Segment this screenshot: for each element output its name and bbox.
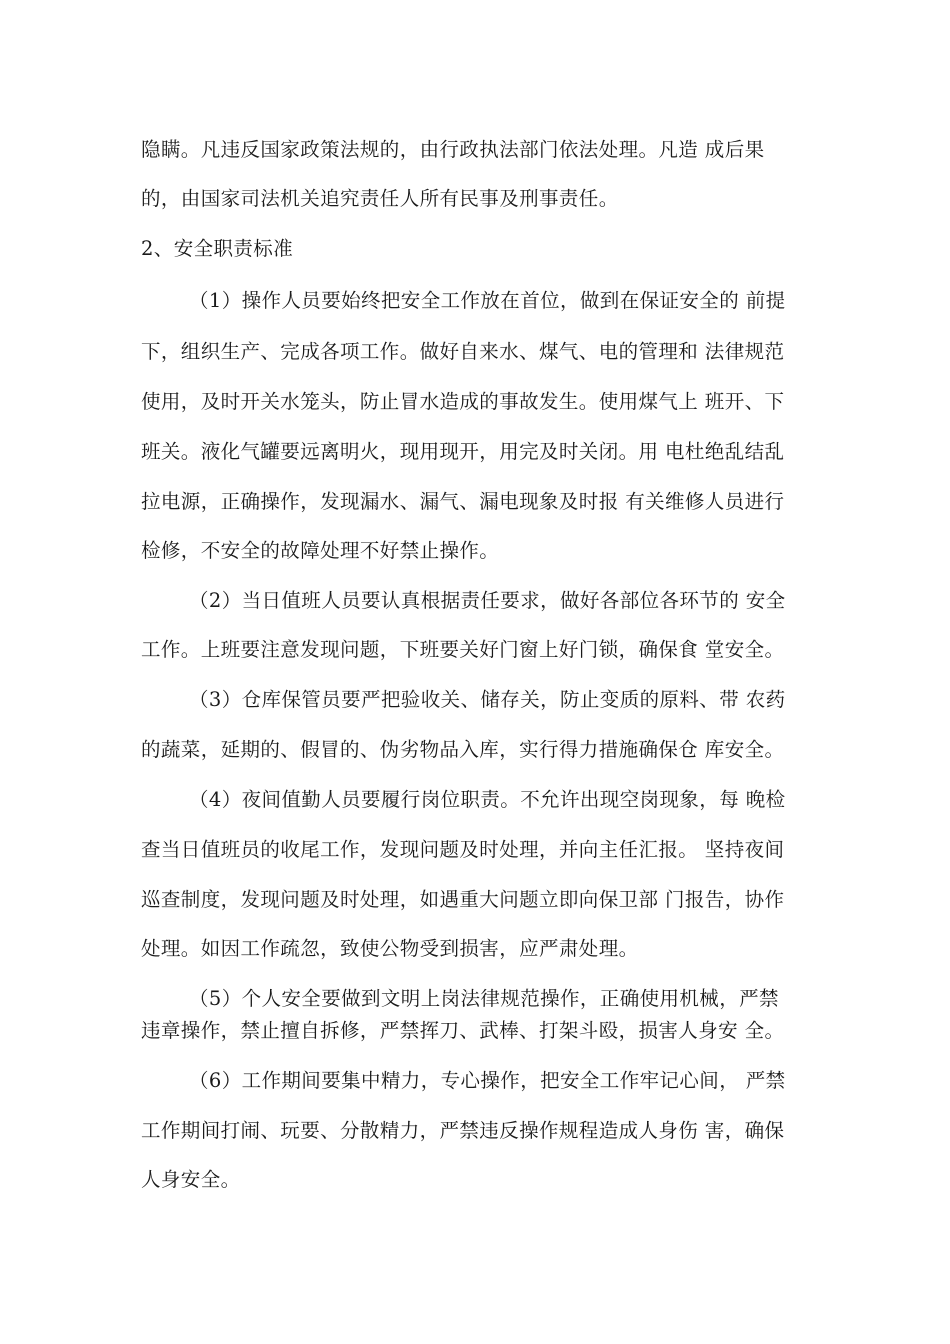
text-line: 使用，及时开关水笼头，防止冒水造成的事故发生。使用煤气上 班开、下 <box>141 390 785 413</box>
text-line: 班关。液化气罐要远离明火，现用现开，用完及时关闭。用 电杜绝乱结乱 <box>141 440 785 463</box>
text-line: 人身安全。 <box>141 1168 241 1191</box>
text-line: 处理。如因工作疏忽，致使公物受到损害，应严肃处理。 <box>141 937 639 960</box>
text-line: 隐瞒。凡违反国家政策法规的，由行政执法部门依法处理。凡造 成后果 <box>141 138 765 161</box>
text-line: （1）操作人员要始终把安全工作放在首位，做到在保证安全的 前提 <box>189 289 786 312</box>
text-line: 违章操作，禁止擅自拆修，严禁挥刀、武棒、打架斗殴，损害人身安 全。 <box>141 1019 785 1042</box>
text-line: （6）工作期间要集中精力，专心操作，把安全工作牢记心间， 严禁 <box>189 1069 786 1092</box>
text-line: 工作。上班要注意发现问题，下班要关好门窗上好门锁，确保食 堂安全。 <box>141 638 785 661</box>
text-line: 巡查制度，发现问题及时处理，如遇重大问题立即向保卫部 门报告，协作 <box>141 888 785 911</box>
text-line: 下，组织生产、完成各项工作。做好自来水、煤气、电的管理和 法律规范 <box>141 340 785 363</box>
text-line: 检修，不安全的故障处理不好禁止操作。 <box>141 539 500 562</box>
text-line: （3）仓库保管员要严把验收关、储存关，防止变质的原料、带 农药 <box>189 688 786 711</box>
text-line: （2）当日值班人员要认真根据责任要求，做好各部位各环节的 安全 <box>189 589 786 612</box>
text-line: 的，由国家司法机关追究责任人所有民事及刑事责任。 <box>141 187 619 210</box>
section-heading: 2、安全职责标准 <box>141 237 294 260</box>
text-line: 工作期间打闹、玩要、分散精力，严禁违反操作规程造成人身伤 害，确保 <box>141 1119 785 1142</box>
text-line: （5）个人安全要做到文明上岗法律规范操作，正确使用机械，严禁 <box>189 987 779 1010</box>
text-line: （4）夜间值勤人员要履行岗位职责。不允许出现空岗现象，每 晚检 <box>189 788 786 811</box>
text-line: 拉电源，正确操作，发现漏水、漏气、漏电现象及时报 有关维修人员进行 <box>141 490 785 513</box>
text-line: 的蔬菜，延期的、假冒的、伪劣物品入库，实行得力措施确保仓 库安全。 <box>141 738 785 761</box>
text-line: 查当日值班员的收尾工作，发现问题及时处理，并向主任汇报。 坚持夜间 <box>141 838 785 861</box>
